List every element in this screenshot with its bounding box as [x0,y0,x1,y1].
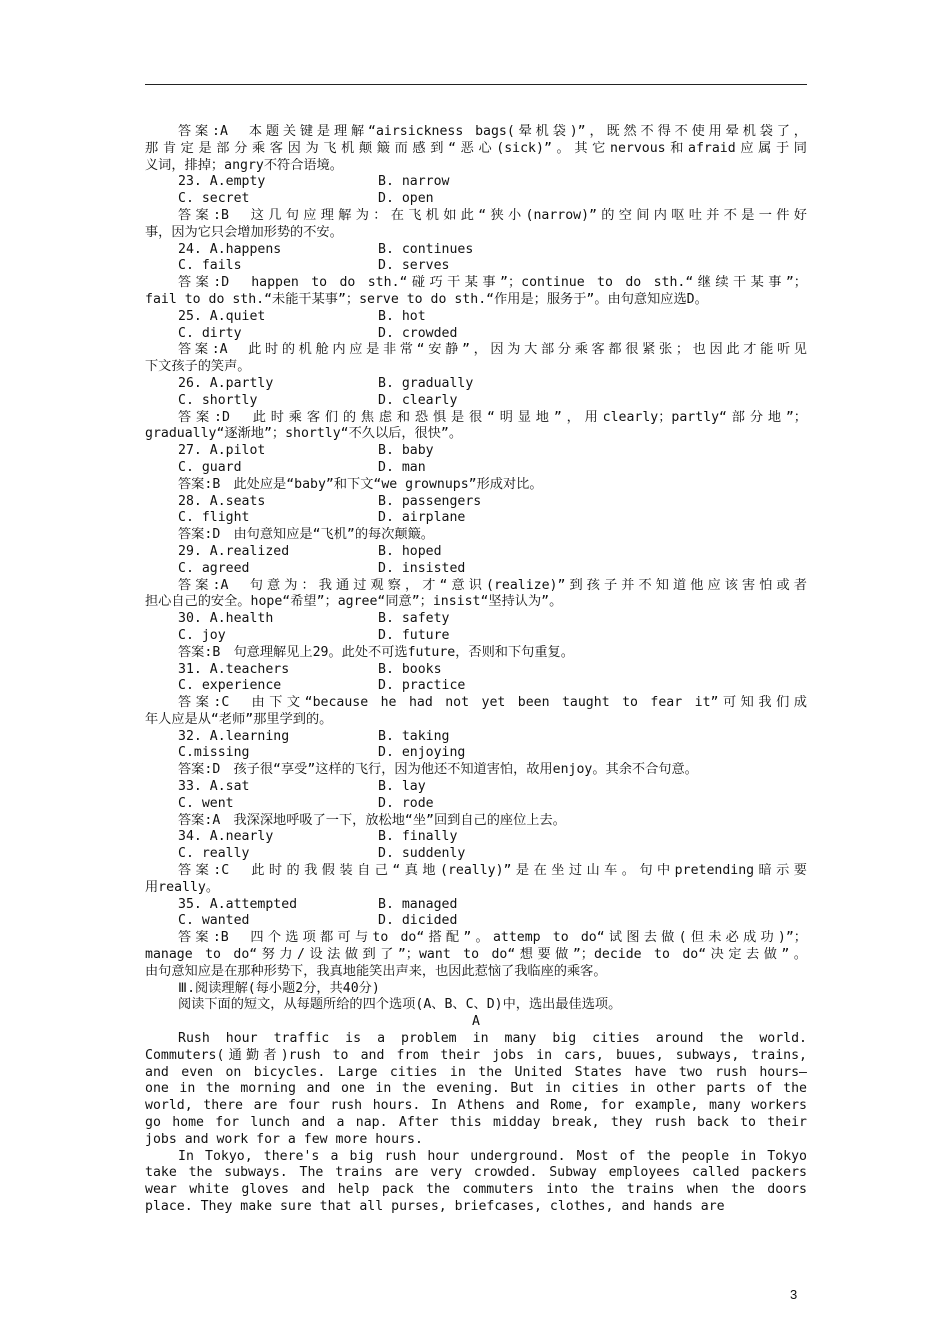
answer-line: 担心自己的安全。hope“希望”；agree“同意”；insist“坚持认为”。 [145,594,563,610]
option-a: 26. A.partly [178,375,274,391]
section-heading: Ⅲ.阅读理解(每小题2分，共40分) [178,980,380,996]
passage-line: wear white gloves and help pack the commuters into the trains when the doors [145,1182,807,1198]
option-row [145,242,807,259]
passage-line: take the subways. The trains are very crowded. Subway employees called packers [145,1165,807,1181]
option-a: 30. A.health [178,611,274,627]
passage-line: and even on bicycles. Large cities in the United States have two rush hours— [145,1064,807,1080]
option-row [145,561,807,578]
passage-line: Rush hour traffic is a problem in many big cities around the world. [178,1031,807,1047]
option-d: D. enjoying [378,745,466,761]
option-b: B. safety [378,611,450,627]
answer-line: 答案:B 句意理解见上29。此处不可选future，否则和下句重复。 [178,644,574,660]
option-c: C. agreed [178,560,250,576]
passage-line: go home for lunch and a nap. After this midday break, they rush back to their [145,1115,807,1131]
option-row [145,510,807,527]
option-b: B. narrow [378,174,450,190]
option-b: B. finally [378,829,458,845]
option-b: B. baby [378,443,434,459]
option-b: B. hoped [378,543,442,559]
option-d: D. crowded [378,325,458,341]
option-b: B. passengers [378,493,482,509]
instruction-line: 阅读下面的短文，从每题所给的四个选项(A、B、C、D)中，选出最佳选项。 [178,997,622,1013]
option-d: D. airplane [378,510,466,526]
passage-line: Commuters(通勤者)rush to and from their jobs in cars, buues, subways, trains, [145,1047,807,1063]
option-a: 25. A.quiet [178,308,266,324]
option-row [145,796,807,813]
answer-line: 年人应是从“老师”那里学到的。 [145,711,333,727]
option-row [145,745,807,762]
option-a: 28. A.seats [178,493,266,509]
option-a: 31. A.teachers [178,661,290,677]
option-d: D. insisted [378,560,466,576]
answer-line: 答案:B 四个选项都可与to do“搭配”。attemp to do“试图去做(但未必成功)”； [178,930,807,946]
option-row [145,258,807,275]
option-row [145,174,807,191]
option-d: D. serves [378,258,450,274]
option-row [145,897,807,914]
answer-line: 答案:D happen to do sth.“碰巧干某事”；continue to do sth.“继续干某事”； [178,275,807,291]
option-d: D. man [378,459,426,475]
passage-line: place. They make sure that all purses, briefcases, clothes, and hands are [145,1199,725,1214]
option-row [145,443,807,460]
option-row [145,913,807,930]
option-a: 32. A.learning [178,728,290,744]
answer-line: 由句意知应是在那种形势下，我真地能笑出声来，也因此惹恼了我临座的乘客。 [145,963,607,979]
answer-line: 那肯定是部分乘客因为飞机颠簸而感到“恶心(sick)”。其它nervous和afraid应属于同 [145,140,807,156]
answer-line: fail to do sth.“未能干某事”；serve to do sth.“作用是；服务于”。由句意知应选D。 [145,291,708,307]
option-a: 33. A.sat [178,779,250,795]
option-c: C.missing [178,745,250,761]
option-c: C. fails [178,258,242,274]
answer-line: 答案:A 本题关键是理解“airsickness bags(晕机袋)”，既然不得不使用晕机袋了， [178,124,807,139]
option-c: C. guard [178,459,242,475]
header-rule [145,84,807,85]
option-b: B. gradually [378,375,474,391]
option-row [145,544,807,561]
option-d: D. dicided [378,913,458,929]
option-b: B. books [378,661,442,677]
option-c: C. dirty [178,325,242,341]
option-row [145,494,807,511]
answer-line: manage to do“努力/设法做到了”；want to do“想要做”；decide to do“决定去做”。 [145,947,807,963]
option-row [145,846,807,863]
option-row [145,460,807,477]
option-c: C. shortly [178,392,258,408]
option-a: 34. A.nearly [178,829,274,845]
option-row [145,376,807,393]
option-row [145,191,807,208]
option-a: 29. A.realized [178,543,290,559]
option-a: 24. A.happens [178,241,282,257]
option-c: C. wanted [178,913,250,929]
option-b: B. managed [378,896,458,912]
answer-line: 答案:B 这几句应理解为：在飞机如此“狭小(narrow)”的空间内呕吐并不是一件好 [178,207,807,223]
answer-line: 答案:A 句意为：我通过观察，才“意识(realize)”到孩子并不知道他应该害怕或者 [178,577,807,593]
option-d: D. clearly [378,392,458,408]
option-c: C. really [178,846,250,862]
answer-line: 用really。 [145,879,220,895]
document-body [145,124,807,1216]
option-row [145,393,807,410]
option-row [145,678,807,695]
option-row [145,662,807,679]
option-row [145,611,807,628]
answer-line: gradually“逐渐地”；shortly“不久以后，很快”。 [145,426,463,442]
option-a: 23. A.empty [178,174,266,190]
option-d: D. open [378,191,434,207]
answer-line: 下文孩子的笑声。 [145,359,251,375]
option-a: 27. A.pilot [178,443,266,459]
answer-line: 答案:A 我深深地呼吸了一下，放松地“坐”回到自己的座位上去。 [178,812,566,828]
option-c: C. experience [178,678,282,694]
option-row [145,326,807,343]
answer-line: 答案:D 此时乘客们的焦虑和恐惧是很“明显地”，用clearly；partly“部分地”； [178,409,807,425]
answer-line: 答案:D 孩子很“享受”这样的飞行，因为他还不知道害怕，故用enjoy。其余不合句意。 [178,762,698,778]
passage-line: one in the morning and one in the evening. But in cities in other parts of the [145,1081,807,1097]
answer-line: 义词，排掉；angry不符合语境。 [145,157,343,173]
option-d: D. rode [378,795,434,811]
option-d: D. suddenly [378,846,466,862]
option-d: D. future [378,627,450,643]
passage-line: In Tokyo, there's a big rush hour underground. Most of the people in Tokyo [178,1148,807,1164]
option-c: C. secret [178,191,250,207]
option-a: 35. A.attempted [178,896,298,912]
option-d: D. practice [378,678,466,694]
option-b: B. continues [378,241,474,257]
answer-line: 事，因为它只会增加形势的不安。 [145,224,343,240]
option-row [145,309,807,326]
page-number: 3 [790,1287,798,1302]
answer-line: 答案:A 此时的机舱内应是非常“安静”，因为大部分乘客都很紧张；也因此才能听见 [178,342,807,358]
option-row [145,829,807,846]
option-row [145,628,807,645]
option-row [145,729,807,746]
passage-label: A [472,1014,480,1030]
answer-line: 答案:B 此处应是“baby”和下文“we grownups”形成对比。 [178,476,543,492]
option-c: C. joy [178,627,226,643]
passage-line: jobs and work for a few more hours. [145,1131,423,1147]
option-c: C. went [178,795,234,811]
option-row [145,779,807,796]
passage-line: world, there are four rush hours. In Athens and Rome, for example, many workers [145,1098,807,1114]
answer-line: 答案:C 此时的我假装自己“真地(really)”是在坐过山车。句中pretending暗示要 [178,863,807,879]
option-c: C. flight [178,510,250,526]
option-b: B. hot [378,308,426,324]
answer-line: 答案:D 由句意知应是“飞机”的每次颠簸。 [178,527,434,543]
option-b: B. taking [378,728,450,744]
answer-line: 答案:C 由下文“because he had not yet been taught to fear it”可知我们成 [178,695,807,711]
option-b: B. lay [378,779,426,795]
